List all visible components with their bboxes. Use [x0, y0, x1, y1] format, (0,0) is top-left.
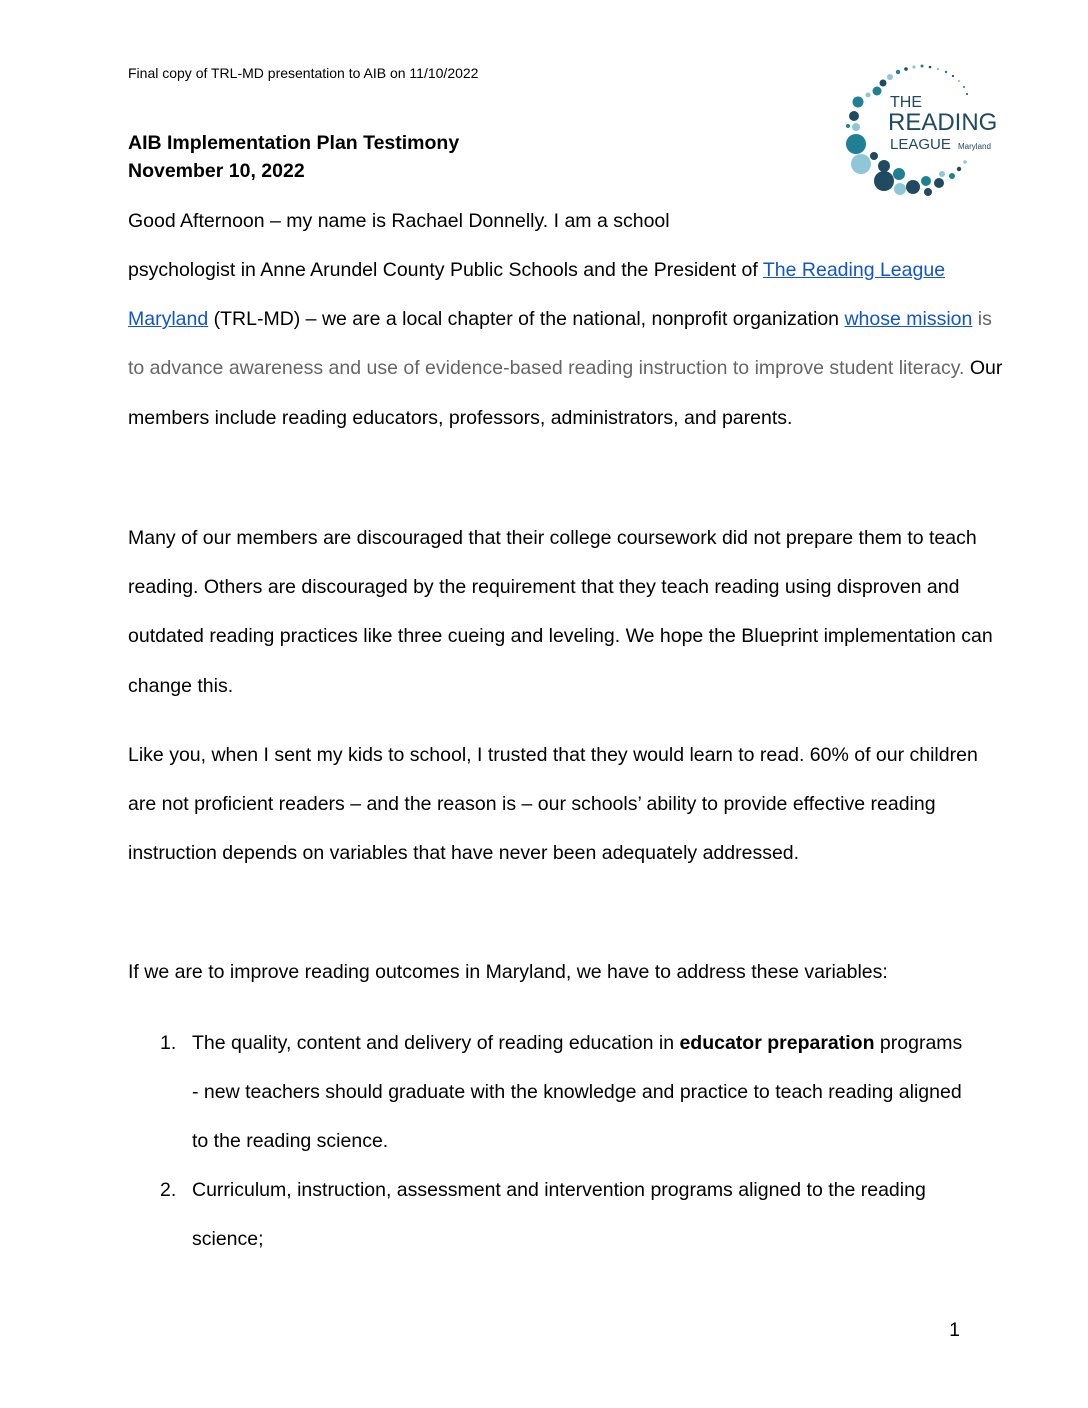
whose-mission-link[interactable]: whose mission	[844, 308, 973, 331]
list-item	[160, 1166, 990, 1266]
title-line-1: AIB Implementation Plan Testimony	[128, 132, 460, 154]
reading-league-logo	[838, 62, 1018, 202]
list-text-after: programs - new teachers should graduate with the knowledge and practice to teach reading aligned to the reading science.	[192, 1032, 963, 1153]
logo-line3: LEAGUE	[890, 136, 951, 153]
header-note: Final copy of TRL-MD presentation to AIB on 11/10/2022	[128, 65, 479, 81]
list-text: Curriculum, instruction, assessment and intervention programs aligned to the reading science;	[192, 1179, 926, 1251]
mission-text: is to advance awareness and use of evidence-based reading instruction to improve student literacy.	[128, 308, 992, 380]
intro-first-line: Good Afternoon – my name is Rachael Donnelly. I am a school	[128, 210, 670, 232]
paragraph-variables: If we are to improve reading outcomes in Maryland, we have to address these variables:	[128, 961, 888, 983]
title-line-2: November 10, 2022	[128, 160, 305, 182]
page-number: 1	[949, 1319, 960, 1341]
list-number: 1.	[160, 1032, 177, 1054]
list-text-before: The quality, content and delivery of reading education in	[192, 1032, 680, 1054]
paragraph-coursework: Many of our members are discouraged that their college coursework did not prepare them to teach reading. Others are discouraged by the requirement that they teach reading using disproven and outdated reading practices like three cueing and leveling. We hope the Blueprint implementation can change this.	[128, 527, 993, 697]
paragraph-proficiency: Like you, when I sent my kids to school, I trusted that they would learn to read. 60% of our children are not proficient readers – and the reason is – our schools’ ability to provide effective reading instruction depends on variables that have never been adequately addressed.	[128, 744, 978, 865]
list-item	[160, 1019, 990, 1167]
reading-league-maryland-link[interactable]: The Reading League Maryland	[128, 259, 946, 331]
intro-paragraph	[128, 246, 1008, 443]
intro-text-3: Our members include reading educators, professors, administrators, and parents.	[128, 357, 1003, 429]
logo-line1: THE	[890, 94, 922, 111]
intro-text-1: psychologist in Anne Arundel County Public Schools and the President of	[128, 259, 763, 281]
list-number: 2.	[160, 1179, 177, 1201]
logo-line4: Maryland	[958, 142, 991, 151]
intro-text-2: (TRL-MD) – we are a local chapter of the national, nonprofit organization	[208, 308, 845, 331]
document-title	[128, 129, 459, 185]
educator-preparation-bold: educator preparation	[679, 1032, 875, 1054]
list-text	[192, 1019, 972, 1167]
logo-line2: READING	[888, 109, 998, 136]
